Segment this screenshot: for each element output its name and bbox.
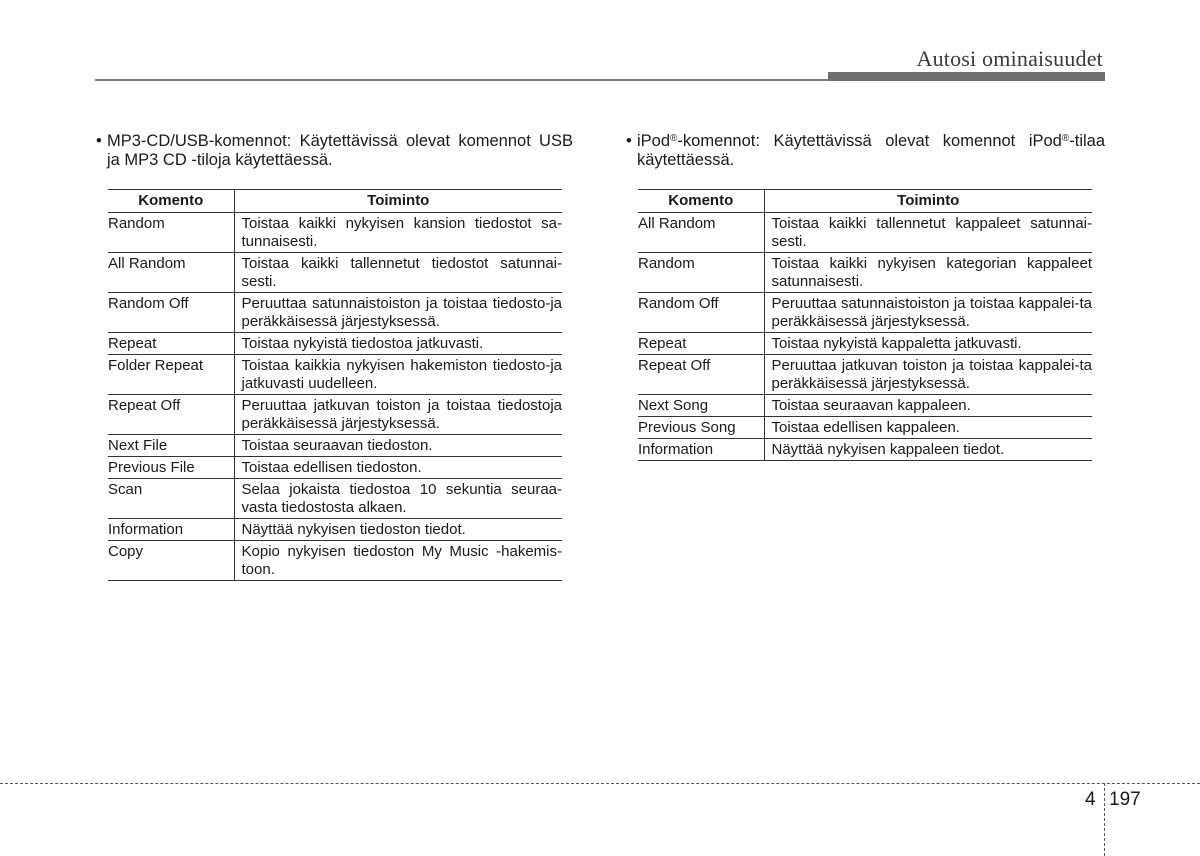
table-row — [108, 355, 562, 395]
footer-dashed-rule — [0, 783, 1200, 784]
table-row — [108, 213, 562, 253]
chapter-number: 4 — [1085, 789, 1096, 810]
table-row — [638, 355, 1092, 395]
ipod-intro — [626, 132, 1105, 170]
header-rule-accent — [828, 72, 1105, 81]
command-cell: Previous Song — [638, 417, 764, 439]
ipod-intro-text-3: -tilaa käytettäessä. — [637, 132, 1105, 169]
function-cell: Peruuttaa satunnaistoiston ja toistaa tiedosto-ja peräkkäisessä järjestyksessä. — [234, 293, 562, 333]
function-cell: Näyttää nykyisen tiedoston tiedot. — [234, 519, 562, 541]
function-cell: Toistaa edellisen kappaleen. — [764, 417, 1092, 439]
command-cell: All Random — [108, 253, 234, 293]
command-cell: Random — [638, 253, 764, 293]
command-cell: Folder Repeat — [108, 355, 234, 395]
table-row — [108, 435, 562, 457]
table-row — [638, 213, 1092, 253]
ipod-intro-text-2: -komennot: Käytettävissä olevat komennot iPod — [677, 132, 1062, 150]
command-cell: Information — [638, 439, 764, 461]
function-cell: Toistaa nykyistä kappaletta jatkuvasti. — [764, 333, 1092, 355]
function-cell: Toistaa kaikki nykyisen kansion tiedostot sa-tunnaisesti. — [234, 213, 562, 253]
mp3-usb-intro — [96, 132, 573, 170]
function-cell: Näyttää nykyisen kappaleen tiedot. — [764, 439, 1092, 461]
column-header-command: Komento — [108, 190, 234, 213]
function-cell: Toistaa nykyistä tiedostoa jatkuvasti. — [234, 333, 562, 355]
command-cell: Next File — [108, 435, 234, 457]
command-cell: Repeat — [638, 333, 764, 355]
command-cell: Random — [108, 213, 234, 253]
ipod-intro-text-1: iPod — [637, 132, 671, 150]
function-cell: Peruuttaa satunnaistoiston ja toistaa kappalei-ta peräkkäisessä järjestyksessä. — [764, 293, 1092, 333]
function-cell: Toistaa kaikki tallennetut kappaleet satunnai-sesti. — [764, 213, 1092, 253]
table-row — [638, 253, 1092, 293]
table-row — [638, 439, 1092, 461]
table-row — [108, 395, 562, 435]
function-cell: Selaa jokaista tiedostoa 10 sekuntia seuraa-vasta tiedostosta alkaen. — [234, 479, 562, 519]
bullet: • — [626, 132, 632, 150]
function-cell: Toistaa kaikki tallennetut tiedostot satunnai-sesti. — [234, 253, 562, 293]
command-cell: Scan — [108, 479, 234, 519]
command-cell: Repeat Off — [108, 395, 234, 435]
column-header-function: Toiminto — [764, 190, 1092, 213]
command-cell: Next Song — [638, 395, 764, 417]
table-header-row — [638, 190, 1092, 213]
table-row — [108, 479, 562, 519]
function-cell: Toistaa kaikkia nykyisen hakemiston tiedosto-ja jatkuvasti uudelleen. — [234, 355, 562, 395]
registered-mark: ® — [1061, 133, 1070, 144]
function-cell: Toistaa kaikki nykyisen kategorian kappaleet satunnaisesti. — [764, 253, 1092, 293]
table-row — [638, 417, 1092, 439]
table-row — [638, 395, 1092, 417]
mp3-usb-command-table — [108, 189, 562, 581]
ipod-command-table — [638, 189, 1092, 461]
command-cell: Copy — [108, 541, 234, 581]
page-header-title: Autosi ominaisuudet — [916, 46, 1103, 71]
command-cell: Information — [108, 519, 234, 541]
table-row — [638, 333, 1092, 355]
page-number: 197 — [1109, 789, 1141, 810]
function-cell: Toistaa edellisen tiedoston. — [234, 457, 562, 479]
function-cell: Toistaa seuraavan kappaleen. — [764, 395, 1092, 417]
registered-mark: ® — [670, 133, 678, 144]
table-row — [108, 519, 562, 541]
function-cell: Peruuttaa jatkuvan toiston ja toistaa tiedostoja peräkkäisessä järjestyksessä. — [234, 395, 562, 435]
table-row — [108, 293, 562, 333]
table-header-row — [108, 190, 562, 213]
column-header-function: Toiminto — [234, 190, 562, 213]
table-row — [108, 333, 562, 355]
bullet: • — [96, 132, 102, 150]
command-cell: Random Off — [108, 293, 234, 333]
mp3-usb-intro-text: MP3-CD/USB-komennot: Käytettävissä olevat komennot USB ja MP3 CD -tiloja käytettäessä. — [107, 132, 573, 169]
command-cell: Repeat — [108, 333, 234, 355]
function-cell: Peruuttaa jatkuvan toiston ja toistaa kappalei-ta peräkkäisessä järjestyksessä. — [764, 355, 1092, 395]
function-cell: Toistaa seuraavan tiedoston. — [234, 435, 562, 457]
table-row — [108, 253, 562, 293]
command-cell: Previous File — [108, 457, 234, 479]
footer-dashed-separator — [1104, 783, 1105, 856]
column-header-command: Komento — [638, 190, 764, 213]
table-row — [108, 457, 562, 479]
command-cell: Repeat Off — [638, 355, 764, 395]
table-row — [108, 541, 562, 581]
command-cell: All Random — [638, 213, 764, 253]
command-cell: Random Off — [638, 293, 764, 333]
function-cell: Kopio nykyisen tiedoston My Music -hakemis-toon. — [234, 541, 562, 581]
table-row — [638, 293, 1092, 333]
